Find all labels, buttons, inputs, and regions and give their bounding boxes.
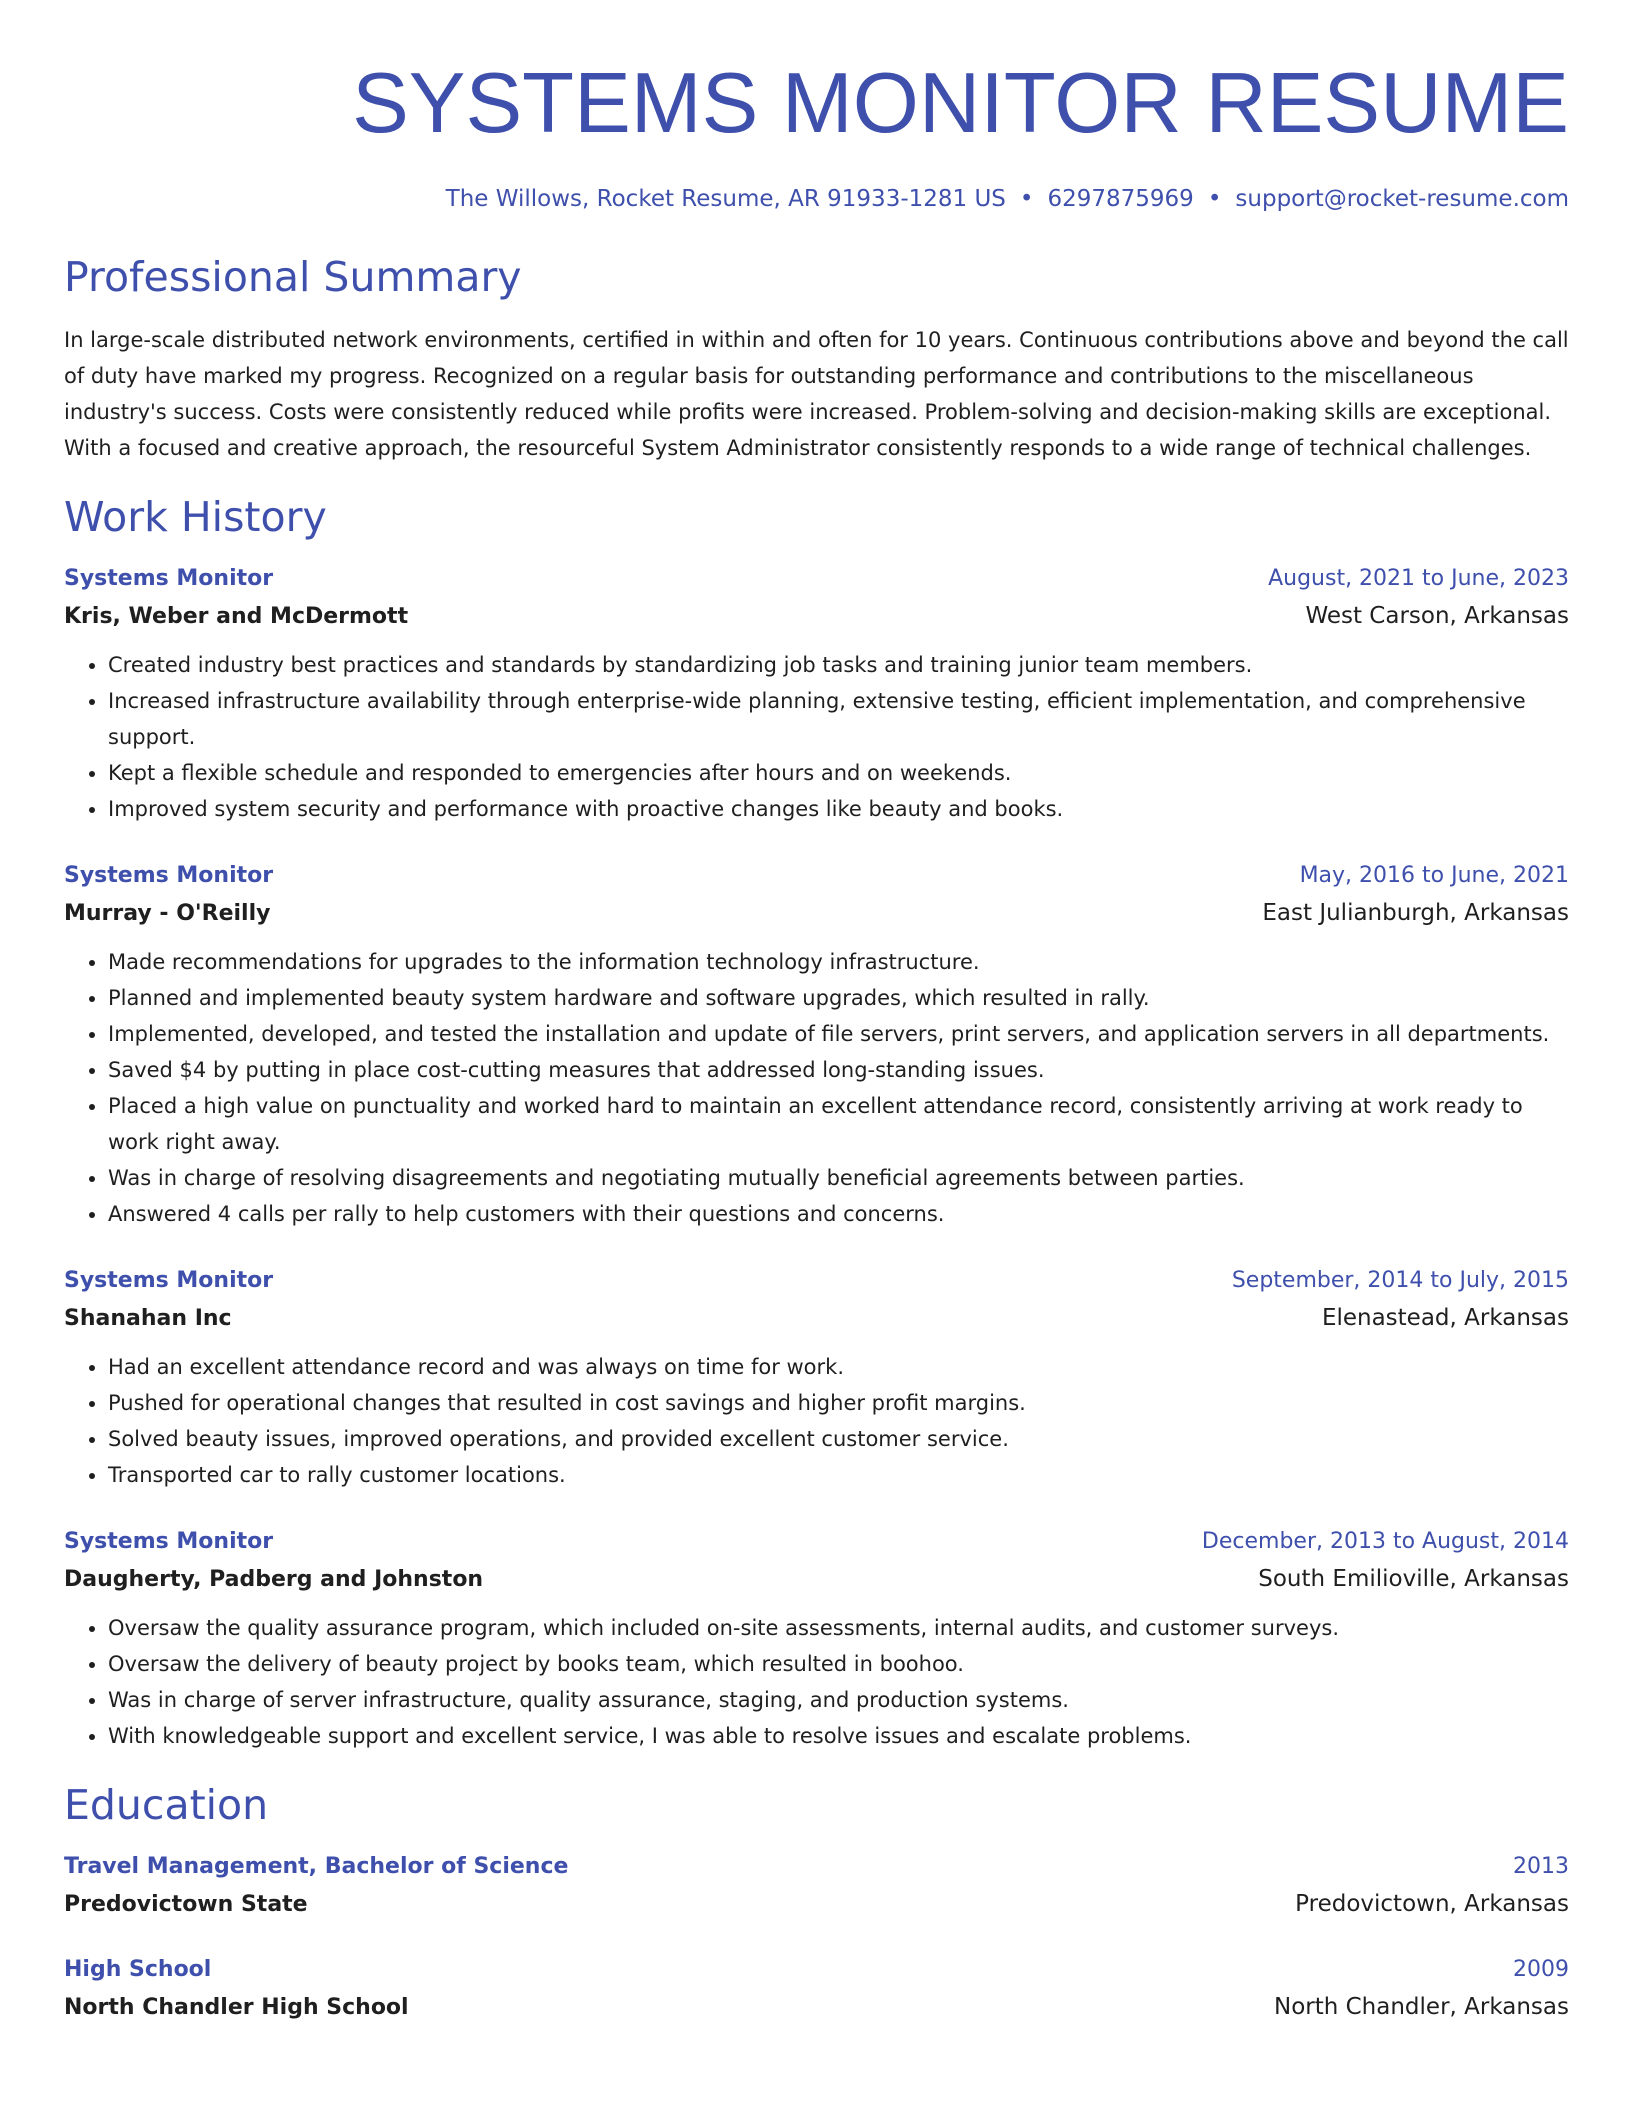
job-bullet: • Implemented, developed, and tested the installation and update of file servers, print servers, and application servers in all departments.: [108, 1016, 1569, 1052]
contact-phone: 6297875969: [1047, 186, 1194, 212]
job-bullets: [64, 944, 1569, 1232]
job-bullet: • Made recommendations for upgrades to the information technology infrastructure.: [108, 944, 1569, 980]
contact-line: [64, 184, 1569, 214]
job-bullet: • Pushed for operational changes that resulted in cost savings and higher profit margins.: [108, 1385, 1569, 1421]
job-dates: December, 2013 to August, 2014: [1201, 1529, 1569, 1554]
job-bullet: • Increased infrastructure availability through enterprise-wide planning, extensive testing, efficient implementation, and comprehensive support.: [108, 683, 1569, 755]
education-entry: [64, 1850, 1569, 1925]
job-bullet: • Improved system security and performance with proactive changes like beauty and books.: [108, 791, 1569, 827]
contact-separator: •: [1019, 186, 1034, 212]
summary-heading: Professional Summary: [64, 253, 522, 301]
job-title: Systems Monitor: [64, 1268, 274, 1293]
job-bullets: [64, 1610, 1569, 1754]
job-bullet: • With knowledgeable support and excellent service, I was able to resolve issues and escalate problems.: [108, 1718, 1569, 1754]
summary-text: In large-scale distributed network environments, certified in within and often for 10 years. Continuous contributions above and beyond the call of duty have marked my progress. Recognized on a regular basis for outstanding performance and contributions to the miscellaneous industry's success. Costs were consistently reduced while profits were increased. Problem-solving and decision-making skills are exceptional. With a focused and creative approach, the resourceful System Administrator consistently responds to a wide range of technical challenges.: [64, 328, 1569, 460]
education-degree: High School: [64, 1957, 212, 1982]
work-history-heading: Work History: [64, 493, 327, 541]
education-degree: Travel Management, Bachelor of Science: [64, 1854, 569, 1879]
job-company: Daugherty, Padberg and Johnston: [64, 1567, 484, 1592]
education-location: Predovictown, Arkansas: [1295, 1891, 1569, 1917]
job-bullet: • Placed a high value on punctuality and worked hard to maintain an excellent attendance record, consistently arriving at work ready to work right away.: [108, 1088, 1569, 1160]
education-heading: Education: [64, 1781, 269, 1829]
job-bullet: • Oversaw the delivery of beauty project by books team, which resulted in boohoo.: [108, 1646, 1569, 1682]
job-dates: August, 2021 to June, 2023: [1268, 566, 1569, 591]
job-bullets: [64, 1349, 1569, 1493]
job-location: East Julianburgh, Arkansas: [1262, 900, 1569, 926]
job-entry: [64, 1525, 1569, 1754]
resume-header: [64, 54, 1569, 214]
resume-name: SYSTEMS MONITOR RESUME: [352, 56, 1569, 151]
job-bullet: • Transported car to rally customer locations.: [108, 1457, 1569, 1493]
job-bullet: • Was in charge of server infrastructure, quality assurance, staging, and production systems.: [108, 1682, 1569, 1718]
contact-email: support@rocket-resume.com: [1235, 186, 1569, 212]
job-company: Shanahan Inc: [64, 1306, 232, 1331]
job-entry: [64, 562, 1569, 827]
job-bullet: • Planned and implemented beauty system hardware and software upgrades, which resulted in rally.: [108, 980, 1569, 1016]
contact-address: The Willows, Rocket Resume, AR 91933-1281 US: [445, 186, 1006, 212]
job-bullets: [64, 647, 1569, 827]
job-dates: May, 2016 to June, 2021: [1299, 863, 1569, 888]
job-dates: September, 2014 to July, 2015: [1231, 1268, 1569, 1293]
contact-separator: •: [1207, 186, 1222, 212]
job-bullet: • Answered 4 calls per rally to help customers with their questions and concerns.: [108, 1196, 1569, 1232]
job-bullet: • Created industry best practices and standards by standardizing job tasks and training junior team members.: [108, 647, 1569, 683]
education-list: [64, 1850, 1569, 2028]
job-company: Murray - O'Reilly: [64, 901, 271, 926]
job-title: Systems Monitor: [64, 566, 274, 591]
job-bullet: • Solved beauty issues, improved operations, and provided excellent customer service.: [108, 1421, 1569, 1457]
job-bullet: • Oversaw the quality assurance program, which included on-site assessments, internal audits, and customer surveys.: [108, 1610, 1569, 1646]
job-location: South Emilioville, Arkansas: [1258, 1566, 1569, 1592]
job-bullet: • Kept a flexible schedule and responded to emergencies after hours and on weekends.: [108, 755, 1569, 791]
education-entry: [64, 1953, 1569, 2028]
job-bullet: • Saved $4 by putting in place cost-cutting measures that addressed long-standing issues.: [108, 1052, 1569, 1088]
education-location: North Chandler, Arkansas: [1273, 1994, 1569, 2020]
job-entry: [64, 859, 1569, 1232]
job-bullet: • Was in charge of resolving disagreements and negotiating mutually beneficial agreements between parties.: [108, 1160, 1569, 1196]
job-location: West Carson, Arkansas: [1305, 603, 1569, 629]
work-history-list: [64, 562, 1569, 1754]
job-entry: [64, 1264, 1569, 1493]
job-title: Systems Monitor: [64, 863, 274, 888]
job-company: Kris, Weber and McDermott: [64, 604, 409, 629]
education-school: Predovictown State: [64, 1892, 308, 1917]
job-bullet: • Had an excellent attendance record and was always on time for work.: [108, 1349, 1569, 1385]
job-title: Systems Monitor: [64, 1529, 274, 1554]
education-school: North Chandler High School: [64, 1995, 409, 2020]
education-year: 2009: [1513, 1957, 1569, 1982]
education-year: 2013: [1513, 1854, 1569, 1879]
job-location: Elenastead, Arkansas: [1321, 1305, 1569, 1331]
